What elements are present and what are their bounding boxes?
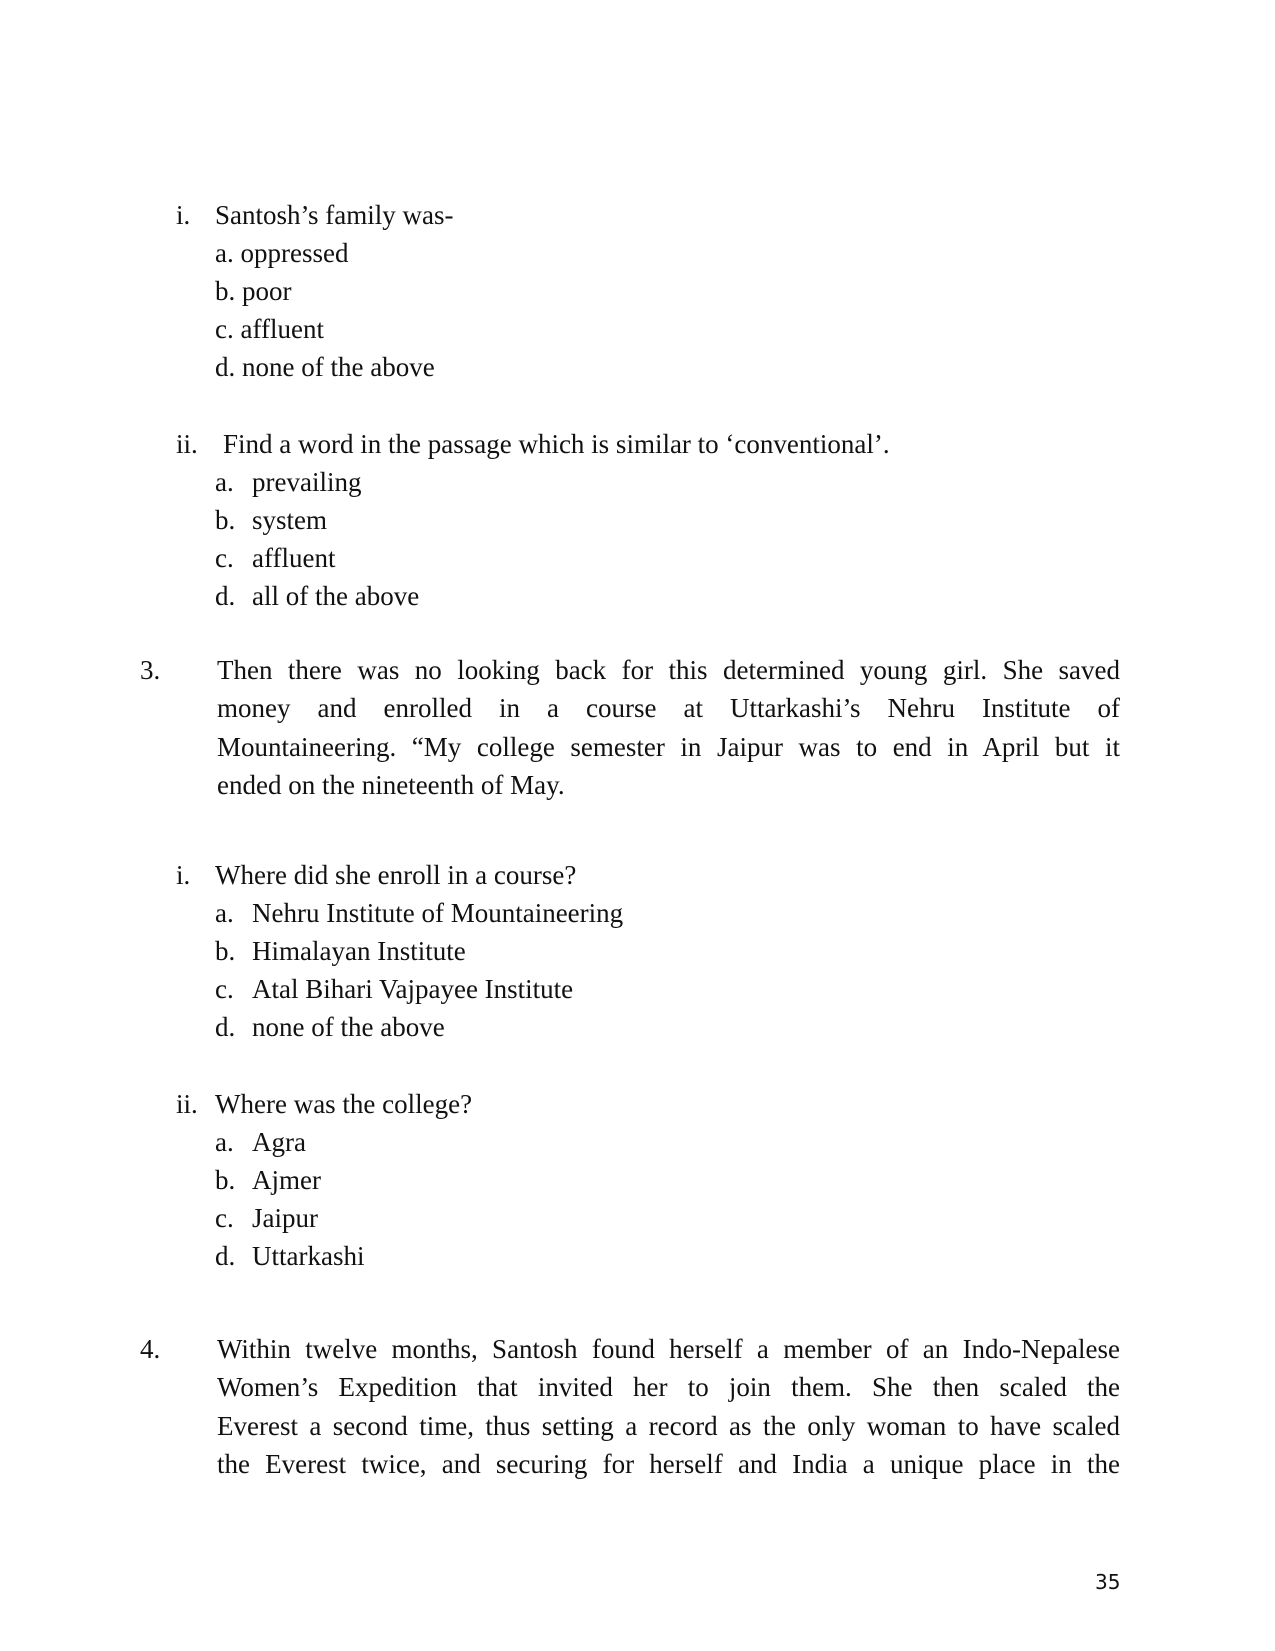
page-number: 35 xyxy=(1095,1570,1121,1594)
option-text: all of the above xyxy=(252,581,420,611)
option-text: Uttarkashi xyxy=(252,1241,365,1271)
option-letter: c. xyxy=(215,1203,234,1233)
option-b: b. poor xyxy=(215,276,292,306)
passage-line: the Everest twice, and securing for herself and India a unique place in the xyxy=(217,1449,1120,1480)
option-letter: d. xyxy=(215,1012,236,1042)
passage-text xyxy=(217,651,1120,805)
passage-line: Within twelve months, Santosh found herself a member of an Indo-Nepalese xyxy=(217,1334,1120,1364)
option-d: d. none of the above xyxy=(215,352,435,382)
option-letter: d. xyxy=(215,581,236,611)
question-numeral: i. xyxy=(176,200,191,230)
option-letter: a. xyxy=(215,1127,234,1157)
option-text: Himalayan Institute xyxy=(252,936,466,966)
option-text: Agra xyxy=(252,1127,306,1157)
passage-line: money and enrolled in a course at Uttarkashi’s Nehru Institute of xyxy=(217,693,1120,724)
question-numeral: ii. xyxy=(176,1089,198,1119)
option-letter: a. xyxy=(215,898,234,928)
option-letter: c. xyxy=(215,543,234,573)
option-text: system xyxy=(252,505,328,535)
option-letter: b. xyxy=(215,1165,236,1195)
question-text: Where did she enroll in a course? xyxy=(215,860,577,890)
option-letter: b. xyxy=(215,936,236,966)
option-text: Atal Bihari Vajpayee Institute xyxy=(252,974,574,1004)
question-text: Find a word in the passage which is similar to ‘conventional’. xyxy=(223,429,890,459)
option-text: prevailing xyxy=(252,467,362,497)
question-numeral: i. xyxy=(176,860,191,890)
passage-number: 3. xyxy=(140,655,161,685)
passage-line: Everest a second time, thus setting a record as the only woman to have scaled xyxy=(217,1410,1120,1441)
passage-line: Then there was no looking back for this determined young girl. She saved xyxy=(217,655,1120,685)
option-letter: c. xyxy=(215,974,234,1004)
passage-line: Mountaineering. “My college semester in Jaipur was to end in April but it xyxy=(217,731,1120,762)
option-a: a. oppressed xyxy=(215,238,349,268)
option-text: Jaipur xyxy=(252,1203,318,1233)
option-letter: a. xyxy=(215,467,234,497)
passage-number: 4. xyxy=(140,1334,161,1364)
option-c: c. affluent xyxy=(215,314,324,344)
question-text: Santosh’s family was- xyxy=(215,200,454,230)
passage-line: ended on the nineteenth of May. xyxy=(217,770,565,801)
option-text: affluent xyxy=(252,543,336,573)
question-numeral: ii. xyxy=(176,429,198,459)
passage-line: Women’s Expedition that invited her to join them. She then scaled the xyxy=(217,1372,1120,1403)
option-text: Ajmer xyxy=(252,1165,321,1195)
option-text: none of the above xyxy=(252,1012,445,1042)
question-text: Where was the college? xyxy=(215,1089,473,1119)
option-letter: d. xyxy=(215,1241,236,1271)
option-letter: b. xyxy=(215,505,236,535)
passage-text xyxy=(217,1330,1120,1484)
option-text: Nehru Institute of Mountaineering xyxy=(252,898,624,928)
